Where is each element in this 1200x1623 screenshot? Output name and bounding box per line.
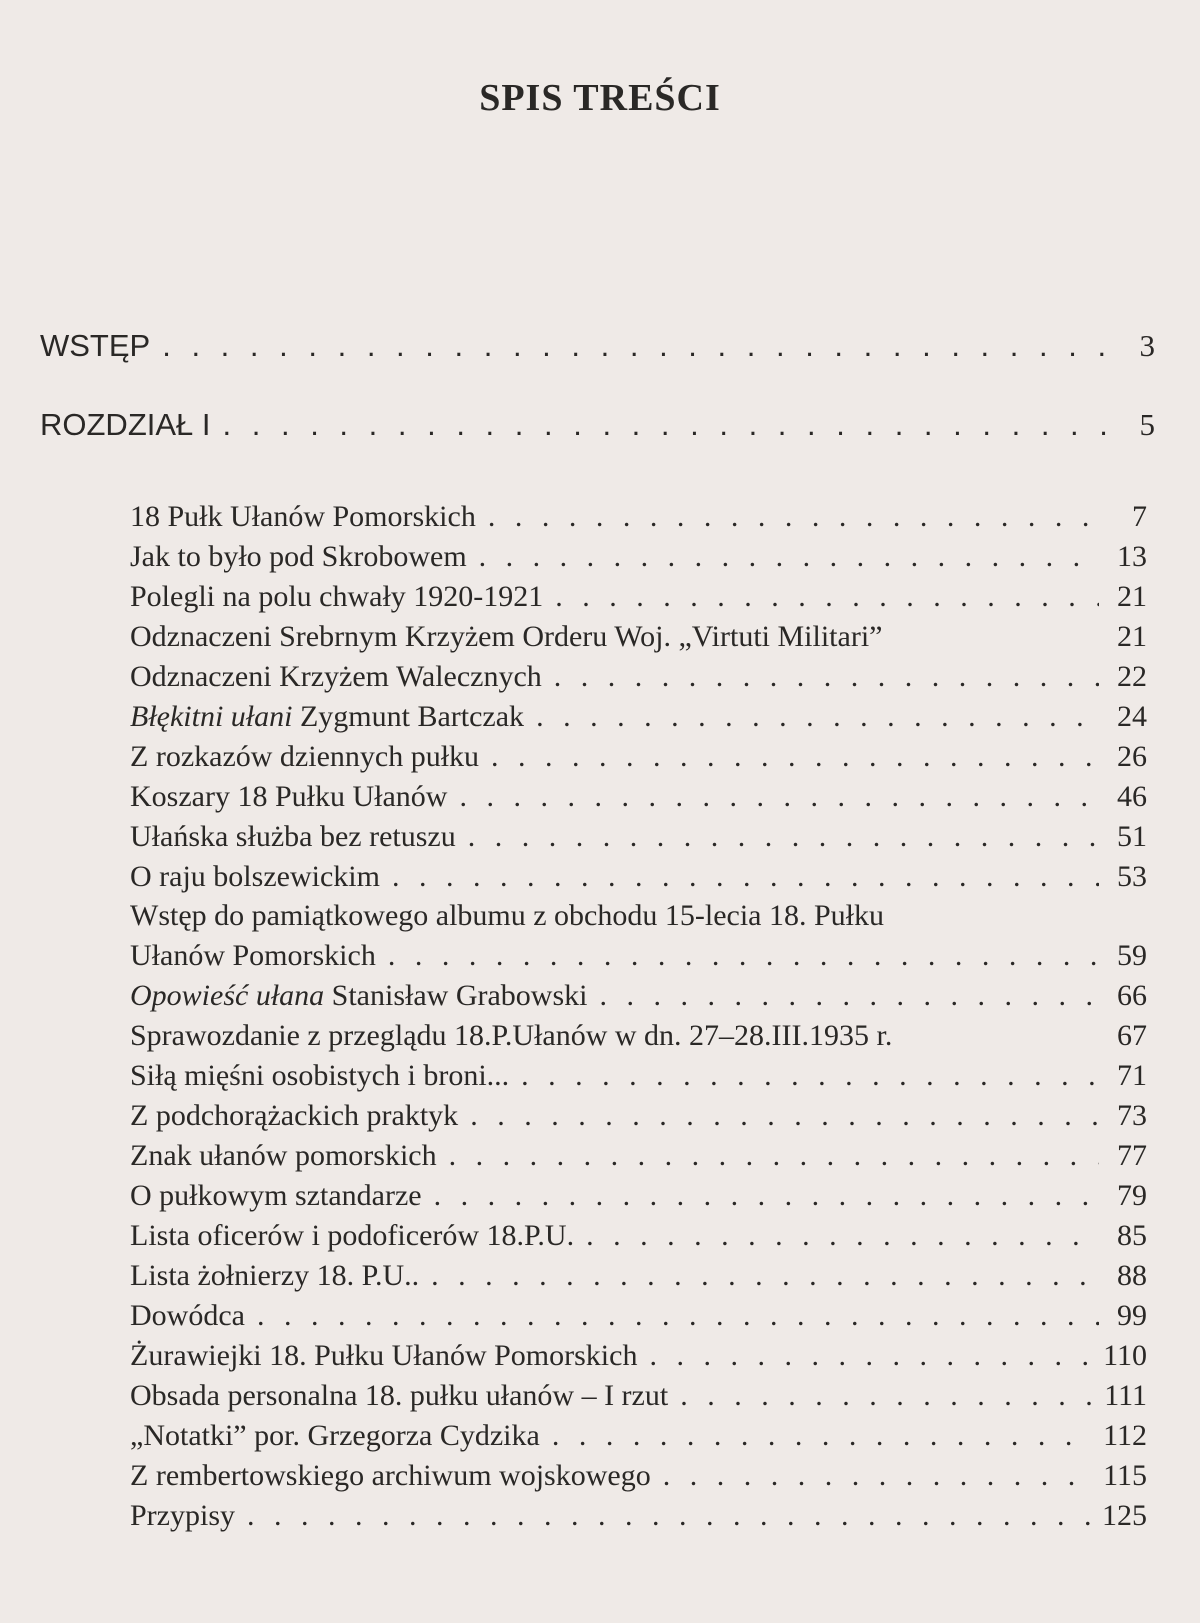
toc-entry-label: Odznaczeni Krzyżem Walecznych — [130, 660, 542, 693]
toc-entry-label: O raju bolszewickim — [130, 860, 380, 893]
toc-entry-label: Sprawozdanie z przeglądu 18.P.Ułanów w dn. 27–28.III.1935 r. — [130, 1019, 893, 1052]
toc-entry — [130, 822, 1147, 852]
dot-leader — [521, 1061, 1099, 1091]
dot-leader — [257, 1301, 1099, 1331]
toc-page-number: 125 — [1102, 1499, 1147, 1532]
toc-entry-author: Zygmunt Bartczak — [292, 700, 525, 733]
toc-page-number: 111 — [1104, 1379, 1147, 1412]
dot-leader — [392, 862, 1099, 892]
dot-leader — [555, 582, 1099, 612]
toc-entry-label: Dowódca — [130, 1299, 245, 1332]
dot-leader — [449, 1141, 1099, 1171]
toc-page-number: 21 — [1117, 580, 1147, 613]
toc-entry-label: Z rozkazów dziennych pułku — [130, 740, 480, 773]
toc-page-number: 67 — [1117, 1019, 1147, 1052]
toc-entry-label: Z rembertowskiego archiwum wojskowego — [130, 1459, 651, 1492]
toc-entry-label: Ułanów Pomorskich — [130, 939, 376, 972]
toc-page-number: 24 — [1117, 700, 1147, 733]
toc-page-number: 59 — [1117, 939, 1147, 972]
toc-entry-label: 18 Pułk Ułanów Pomorskich — [130, 500, 476, 533]
toc-entry — [130, 542, 1147, 572]
toc-entry-label: O pułkowym sztandarze — [130, 1179, 422, 1212]
toc-page-number: 77 — [1117, 1139, 1147, 1172]
dot-leader — [434, 1181, 1099, 1211]
toc-page-number: 71 — [1117, 1059, 1147, 1092]
toc-entry — [130, 1461, 1147, 1491]
dot-leader — [479, 542, 1099, 572]
dot-leader — [488, 502, 1099, 532]
dot-leader — [468, 822, 1099, 852]
toc-entry-label-line1: Wstęp do pamiątkowego albumu z obchodu 15-lecia 18. Pułku — [130, 899, 884, 932]
toc-entry-label: Lista oficerów i podoficerów 18.P.U. — [130, 1219, 575, 1252]
toc-entry — [130, 1141, 1147, 1171]
dot-leader — [470, 1101, 1099, 1131]
toc-entry-label — [130, 702, 524, 732]
toc-entry — [130, 662, 1147, 692]
toc-page-number: 99 — [1117, 1299, 1147, 1332]
toc-page-number: 21 — [1117, 620, 1147, 653]
toc-entry-label: Obsada personalna 18. pułku ułanów – I rzut — [130, 1379, 669, 1412]
toc-page-number: 73 — [1117, 1099, 1147, 1132]
dot-leader — [586, 1221, 1099, 1251]
toc-entry-label: Jak to było pod Skrobowem — [130, 540, 467, 573]
dot-leader — [680, 1381, 1092, 1411]
toc-entry-label: WSTĘP — [40, 328, 151, 363]
toc-entry-label: Znak ułanów pomorskich — [130, 1139, 437, 1172]
toc-entry — [130, 1221, 1147, 1251]
toc-entry — [130, 622, 1147, 652]
dot-leader — [649, 1341, 1091, 1371]
toc-page-number: 66 — [1117, 979, 1147, 1012]
toc-page-number: 5 — [1139, 407, 1155, 442]
toc-entry — [130, 1101, 1147, 1131]
dot-leader — [554, 662, 1099, 692]
toc-entry — [130, 862, 1147, 892]
toc-entry — [130, 1021, 1147, 1051]
toc-entry — [130, 702, 1147, 732]
toc-entry-label: Ułańska służba bez retuszu — [130, 820, 456, 853]
toc-entry — [130, 582, 1147, 612]
toc-page-number: 46 — [1117, 780, 1147, 813]
toc-page-number: 112 — [1103, 1419, 1147, 1452]
toc-page-number: 88 — [1117, 1259, 1147, 1292]
toc-entry — [130, 1421, 1147, 1451]
toc-entry-label: Przypisy — [130, 1499, 235, 1532]
toc-page-number: 79 — [1117, 1179, 1147, 1212]
toc-entry — [130, 502, 1147, 532]
toc-entry — [130, 1061, 1147, 1091]
dot-leader — [552, 1421, 1091, 1451]
toc-page-number: 115 — [1103, 1459, 1147, 1492]
toc-entry-label: Odznaczeni Srebrnym Krzyżem Orderu Woj. „Virtuti Militari” — [130, 620, 883, 653]
toc-page-number: 26 — [1117, 740, 1147, 773]
toc-entry-italic-title: Opowieść ułana — [130, 979, 325, 1012]
toc-page-number: 13 — [1117, 540, 1147, 573]
toc-entry-label: Lista żołnierzy 18. P.U.. — [130, 1259, 420, 1292]
toc-entry — [130, 1341, 1147, 1371]
toc-entry-wstep — [40, 330, 1155, 361]
toc-entry-label — [130, 981, 587, 1011]
toc-entry-label: ROZDZIAŁ I — [40, 407, 211, 442]
toc-entry-label: Siłą mięśni osobistych i broni... — [130, 1059, 510, 1092]
toc-page-number: 22 — [1117, 660, 1147, 693]
toc-entry-label: Żurawiejki 18. Pułku Ułanów Pomorskich — [130, 1339, 638, 1372]
toc-entry-label: Koszary 18 Pułku Ułanów — [130, 780, 448, 813]
dot-leader — [491, 742, 1099, 772]
toc-entry — [130, 782, 1147, 812]
dot-leader — [388, 941, 1099, 971]
toc-entry — [130, 1501, 1147, 1531]
dot-leader — [431, 1261, 1099, 1291]
dot-leader — [162, 330, 1107, 361]
toc-entry-author: Stanisław Grabowski — [324, 979, 588, 1012]
toc-page-number: 7 — [1132, 500, 1147, 533]
toc-entry-label: Polegli na polu chwały 1920-1921 — [130, 580, 544, 613]
toc-page-number: 110 — [1103, 1339, 1147, 1372]
toc-entry — [130, 941, 1147, 971]
toc-page-number: 85 — [1117, 1219, 1147, 1252]
toc-page-number: 51 — [1117, 820, 1147, 853]
dot-leader — [599, 981, 1099, 1011]
toc-page-number: 53 — [1117, 860, 1147, 893]
toc-entry-label: „Notatki” por. Grzegorza Cydzika — [130, 1419, 540, 1452]
toc-entry-italic-title: Błękitni ułani — [130, 700, 293, 733]
toc-entry-rozdzial-1 — [40, 409, 1155, 440]
toc-page-number: 3 — [1139, 328, 1155, 363]
toc-entry — [130, 1381, 1147, 1411]
dot-leader — [223, 409, 1107, 440]
toc-entry — [130, 1261, 1147, 1291]
toc-entry — [130, 742, 1147, 772]
toc-entry — [130, 981, 1147, 1011]
dot-leader — [459, 782, 1099, 812]
toc-entry — [130, 1301, 1147, 1331]
toc-entry — [130, 1181, 1147, 1211]
toc-entry-label: Z podchorążackich praktyk — [130, 1099, 459, 1132]
dot-leader — [247, 1501, 1090, 1531]
page-title: SPIS TREŚCI — [479, 77, 721, 119]
dot-leader — [663, 1461, 1091, 1491]
dot-leader — [536, 702, 1099, 732]
